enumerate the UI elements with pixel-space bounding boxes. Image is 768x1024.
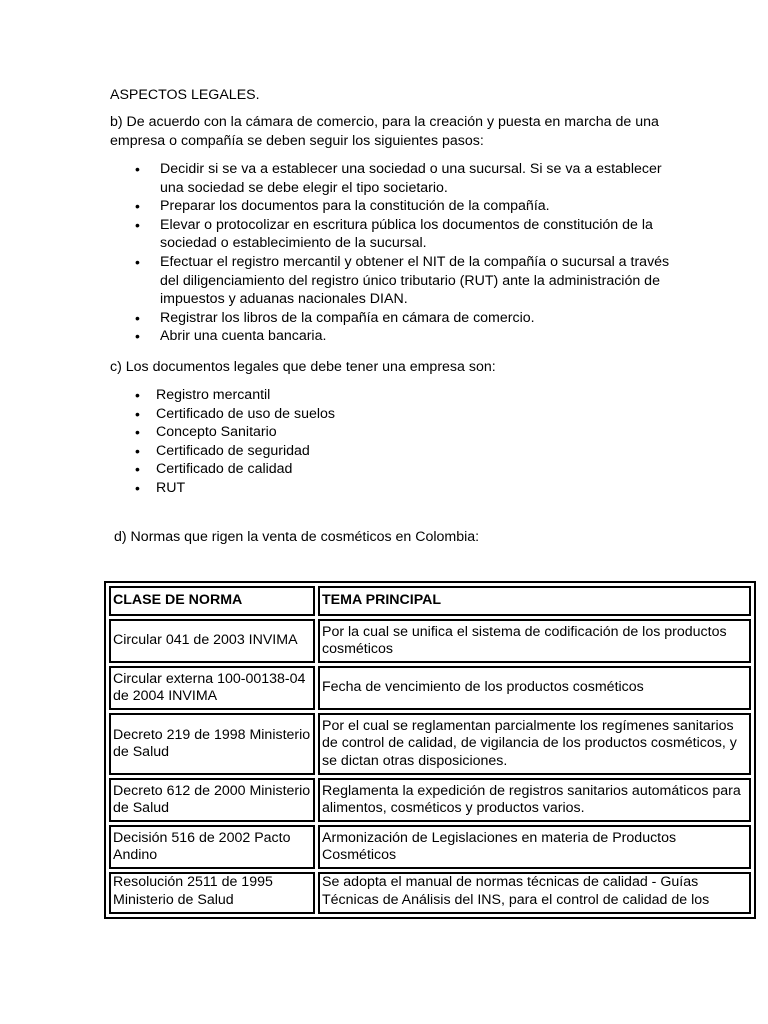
list-item [135, 197, 675, 216]
bullet-icon: • [135, 424, 140, 441]
cosmetics-norms-table [104, 581, 756, 919]
table-row [109, 619, 751, 663]
step-text: Elevar o protocolizar en escritura pública los documentos de constitución de la sociedad o establecimiento de la sucursal. [160, 216, 653, 252]
norm-class-cell: Decreto 219 de 1998 Ministerio de Salud [109, 713, 315, 775]
step-text: Abrir una cuenta bancaria. [160, 328, 327, 345]
table-row [109, 872, 751, 914]
step-text: Registrar los libros de la compañía en cámara de comercio. [160, 309, 535, 326]
list-item [135, 253, 675, 309]
header-norm-class: CLASE DE NORMA [109, 586, 315, 616]
list-item [135, 405, 535, 424]
legal-documents-list [135, 386, 535, 498]
main-topic-cell: Por el cual se reglamentan parcialmente los regímenes sanitarios de control de calidad, de vigilancia de los productos cosméticos, y se dictan otras disposiciones. [318, 713, 751, 775]
main-topic-cell: Se adopta el manual de normas técnicas de calidad - Guías Técnicas de Análisis del INS, para el control de calidad de los [318, 872, 751, 914]
norm-class-cell: Resolución 2511 de 1995 Ministerio de Salud [109, 872, 315, 914]
header-main-topic: TEMA PRINCIPAL [318, 586, 751, 616]
document-text: Registro mercantil [156, 387, 271, 403]
list-item [135, 216, 675, 253]
main-topic-cell: Por la cual se unifica el sistema de codificación de los productos cosméticos [318, 619, 751, 663]
main-topic-cell: Fecha de vencimiento de los productos cosméticos [318, 666, 751, 710]
document-title: ASPECTOS LEGALES. [110, 87, 260, 103]
table-row [109, 666, 751, 710]
step-text: Decidir si se va a establecer una sociedad o una sucursal. Si se va a establecer una sociedad se debe elegir el tipo societario. [160, 161, 662, 196]
document-text: Certificado de uso de suelos [156, 405, 336, 422]
main-topic-cell: Reglamenta la expedición de registros sanitarios automáticos para alimentos, cosméticos y productos varios. [318, 778, 751, 822]
list-item [135, 160, 675, 197]
bullet-icon: • [135, 479, 140, 496]
table-row [109, 778, 751, 822]
step-text: Efectuar el registro mercantil y obtener el NIT de la compañía o sucursal a través del diligenciamiento del registro único tributario (RUT) ante la administración de impuestos y aduanas nacionales DIAN. [160, 253, 670, 308]
bullet-icon: • [135, 328, 140, 345]
bullet-icon: • [135, 198, 140, 215]
section-b-intro: b) De acuerdo con la cámara de comercio, para la creación y puesta en marcha de una empresa o compañía se deben seguir los siguientes pasos: [110, 114, 659, 149]
bullet-icon: • [135, 405, 140, 422]
company-creation-steps-list [135, 160, 675, 346]
list-item [135, 309, 675, 328]
list-item [135, 442, 535, 461]
list-item [135, 327, 675, 346]
norm-class-cell: Decreto 612 de 2000 Ministerio de Salud [109, 778, 315, 822]
document-text: Certificado de seguridad [156, 442, 310, 459]
bullet-icon: • [135, 309, 140, 326]
section-d-intro: d) Normas que rigen la venta de cosméticos en Colombia: [114, 529, 480, 545]
bullet-icon: • [135, 442, 140, 459]
bullet-icon: • [135, 253, 140, 270]
bullet-icon: • [135, 216, 140, 233]
norm-class-cell: Circular 041 de 2003 INVIMA [109, 619, 315, 663]
list-item [135, 423, 535, 442]
bullet-icon: • [135, 387, 140, 403]
document-text: RUT [156, 479, 186, 496]
document-text: Concepto Sanitario [156, 424, 277, 441]
norm-class-cell: Circular externa 100-00138-04 de 2004 INVIMA [109, 666, 315, 710]
document-text: Certificado de calidad [156, 461, 293, 478]
table-row [109, 825, 751, 869]
main-topic-cell: Armonización de Legislaciones en materia de Productos Cosméticos [318, 825, 751, 869]
step-text: Preparar los documentos para la constitución de la compañía. [160, 198, 550, 215]
list-item [135, 386, 535, 405]
list-item [135, 479, 535, 498]
section-c-intro: c) Los documentos legales que debe tener una empresa son: [110, 359, 496, 375]
bullet-icon: • [135, 161, 140, 177]
table-header-row [109, 586, 751, 616]
norm-class-cell: Decisión 516 de 2002 Pacto Andino [109, 825, 315, 869]
list-item [135, 460, 535, 479]
bullet-icon: • [135, 461, 140, 478]
table-row [109, 713, 751, 775]
